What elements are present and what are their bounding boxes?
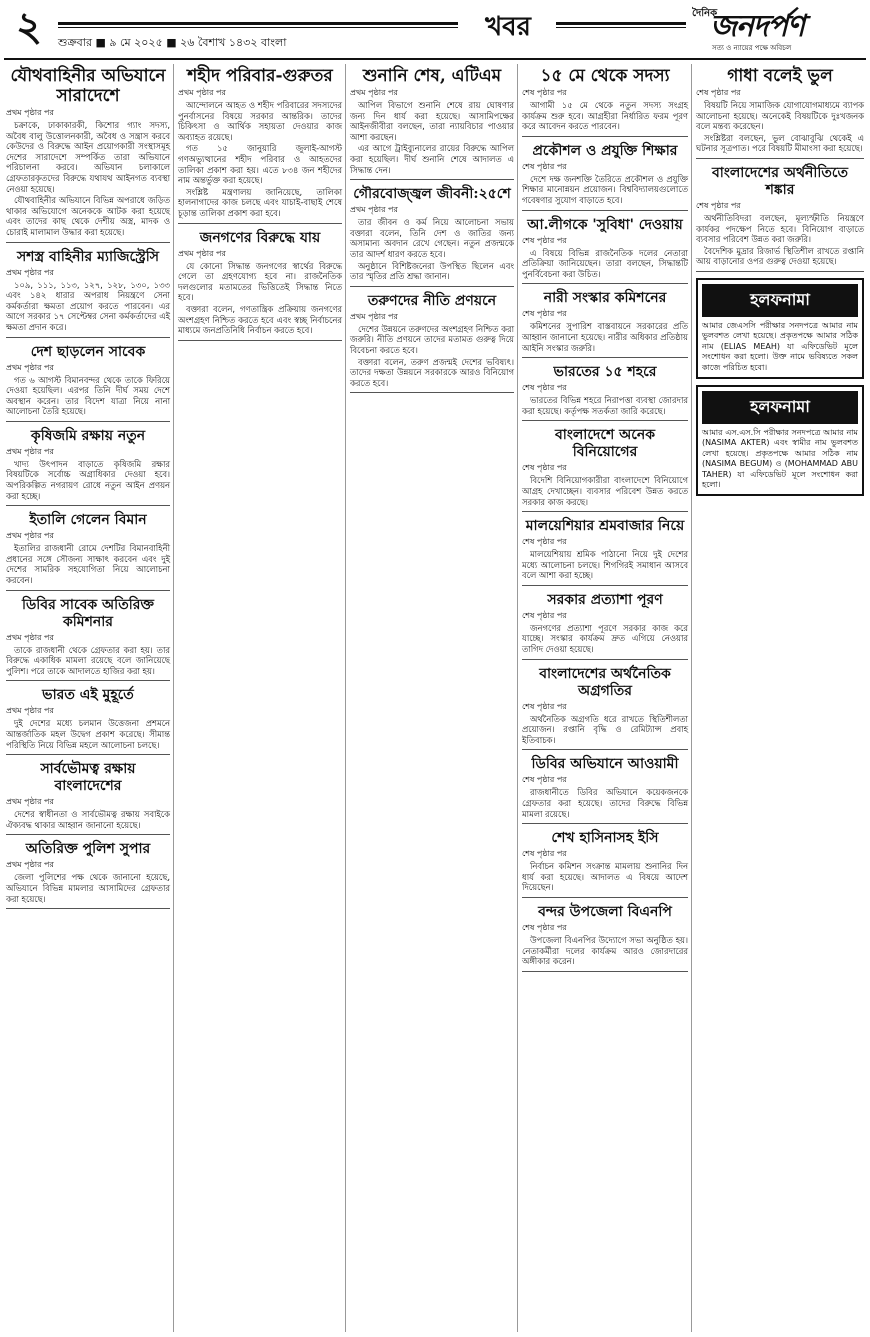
story-body [178,261,342,336]
notices [696,278,864,496]
story-continued-label: শেষ পৃষ্ঠার পর [522,775,567,785]
section-title: খবর [485,12,531,42]
news-story [350,293,514,394]
column-2 [176,64,344,1334]
story-continued-label: শেষ পৃষ্ঠার পর [522,88,567,97]
story-headline[interactable]: সশস্ত্র বাহিনীর ম্যাজিস্ট্রেসি [16,248,160,265]
story-body [6,459,170,501]
story-divider [522,749,688,750]
story-paragraph: জনগণের প্রত্যাশা পূরণে সরকার কাজ করে যাচ্ছে। সংস্কার কার্যক্রম দ্রুত এগিয়ে নেওয়ার তাগিদ দেওয়া হয়েছে। [522,622,688,655]
dateline: শুক্রবার ■ ৯ মে ২০২৫ ■ ২৬ বৈশাখ ১৪৩২ বাংলা [58,36,287,49]
news-story [522,66,688,137]
masthead-rule-thick [58,22,458,25]
story-paragraph: খাদ্য উৎপাদন বাড়াতে কৃষিজমি রক্ষার বিষয়টিকে সর্বোচ্চ অগ্রাধিকার দেওয়া হবে। অপরিকল্পিত নগরায়ণ রোধে নতুন আইন প্রণয়ন করা হচ্ছে। [6,458,170,501]
story-continued-label: প্রথম পৃষ্ঠার পর [178,248,226,258]
story-paragraph: দেশের স্বাধীনতা ও সার্বভৌমত্ব রক্ষায় সবাইকে ঐক্যবদ্ধ থাকার আহ্বান জানানো হয়েছে। [6,809,170,830]
masthead [0,0,870,58]
newspaper-logo: জনদর্পণ [710,9,805,44]
news-story [178,230,342,341]
story-headline[interactable]: সার্বভৌমত্ব রক্ষায় বাংলাদেশের [40,761,136,795]
story-divider [522,357,688,358]
story-headline[interactable]: ডিবির অভিযানে আওয়ামী [531,756,679,773]
story-paragraph: আগামী ১৫ মে থেকে নতুন সদস্য সংগ্রহ কার্যক্রম শুরু হবে। আগ্রহীরা নির্ধারিত ফরম পূরণ করে আবেদন করতে পারবেন। [522,100,688,132]
story-body [522,100,688,132]
story-body [6,120,170,238]
story-divider [350,179,514,180]
story-paragraph: তার জীবন ও কর্ম নিয়ে আলোচনা সভায় বক্তারা বলেন, তিনি দেশ ও জাতির জন্য অসামান্য অবদান রেখে গেছেন। নতুন প্রজন্মকে তার আদর্শ ধারণ করতে হবে। [350,217,514,259]
story-continued-label: প্রথম পৃষ্ঠার পর [6,108,54,117]
news-story [522,143,688,211]
notice-body: আমার জেএসসি পরীক্ষার সনদপত্রে আমার নাম ভুলবশত লেখা হয়েছে। প্রকৃতপক্ষে আমার সঠিক নাম (ELIAS MEAH) যা এফিডেভিট মূলে সংশোধন করা হলো। উক্ত নামে ভবিষ্যতে সকল কাজে পরিচিত হবো। [702,320,858,372]
story-body [6,375,170,417]
story-paragraph: যৌথবাহিনীর অভিযানে বিভিন্ন অপরাধে জড়িত থাকার অভিযোগে অনেককে আটক করা হয়েছে এবং তাদের কাছ থেকে দেশীয় অস্ত্র, মাদক ও চোরাই মালামাল উদ্ধার করা হয়েছে। [6,195,170,237]
notice-title: হলফনামা [702,284,858,317]
story-headline[interactable]: নারী সংস্কার কমিশনের [543,290,667,307]
story-headline[interactable]: গাধা বলেই ভুল [727,66,833,86]
story-continued-label: প্রথম পৃষ্ঠার পর [6,446,54,456]
story-headline[interactable]: প্রকৌশল ও প্রযুক্তি শিক্ষার [532,142,678,159]
story-continued-label: শেষ পৃষ্ঠার পর [522,309,567,319]
story-body [350,100,514,175]
story-body [522,623,688,655]
column-divider [345,64,346,1332]
page-number: ২ [15,3,42,50]
story-divider [6,754,170,755]
story-headline[interactable]: দেশ ছাড়লেন সাবেক [30,343,146,360]
story-divider [6,337,170,338]
story-headline[interactable]: কৃষিজমি রক্ষায় নতুন [30,427,146,444]
story-divider [522,283,688,284]
story-paragraph: ১০৯, ১১১, ১১৩, ১২৭, ১২৮, ১৩০, ১৩৩ এবং ১৪২ ধারার অপরাধ নিয়ন্ত্রণে সেনা কর্মকর্তারা ক্ষমতা প্রয়োগ করতে পারবেন। এর আগে সরকার ১৭ সেপ্টেম্বর সেনা কর্মকর্তাদের এই ক্ষমতা প্রদান করে। [6,279,170,332]
story-divider [522,585,688,586]
story-continued-label: শেষ পৃষ্ঠার পর [522,610,567,620]
story-paragraph: বৈদেশিক মুদ্রার রিজার্ভ স্থিতিশীল রাখতে রপ্তানি আয় বাড়ানোর ওপর গুরুত্ব দেওয়া হয়েছে। [696,245,864,267]
column-divider [517,64,518,1332]
news-story [522,217,688,285]
story-continued-label: প্রথম পৃষ্ঠার পর [6,860,54,870]
news-story [6,512,170,590]
story-continued-label: শেষ পৃষ্ঠার পর [522,161,567,171]
column-divider [173,64,174,1332]
story-body [6,872,170,904]
story-headline[interactable]: শুনানি শেষ, এটিএম [362,66,502,86]
column-5 [694,64,866,1334]
story-paragraph: কমিশনের সুপারিশ বাস্তবায়নে সরকারের প্রতি আহ্বান জানানো হয়েছে। নারীর অধিকার প্রতিষ্ঠায় আইনি সংস্কার জরুরি। [522,321,688,353]
notice-body: আমার এস.এস.সি পরীক্ষার সনদপত্রে আমার নাম (NASIMA AKTER) এবং স্বামীর নাম ভুলবশত লেখা হয়েছে। প্রকৃতপক্ষে আমার সঠিক নাম (NASIMA BEGUM) ও (MOHAMMAD ABU TAHER) যা এফিডেভিট মূলে সংশোধন করা হলো। [702,427,858,489]
story-headline[interactable]: বন্দর উপজেলা বিএনপি [538,904,672,920]
news-story [696,66,864,159]
story-headline[interactable]: সরকার প্রত্যাশা পূরণ [547,591,663,608]
story-paragraph: অনুষ্ঠানে বিশিষ্টজনেরা উপস্থিত ছিলেন এবং তার স্মৃতির প্রতি শ্রদ্ধা জানান। [350,260,514,282]
story-continued-label: শেষ পৃষ্ঠার পর [522,463,567,473]
news-story [6,428,170,506]
story-divider [522,659,688,660]
story-body [522,714,688,746]
affidavit-notice [696,278,864,379]
news-story [522,904,688,972]
story-paragraph: নির্বাচন কমিশন সংক্রান্ত মামলায় শুনানির দিন ধার্য করা হয়েছে। আদালত এ বিষয়ে আদেশ দিয়েছেন। [522,861,688,893]
story-continued-label: শেষ পৃষ্ঠার পর [522,537,567,547]
story-body [696,213,864,267]
story-continued-label: প্রথম পৃষ্ঠার পর [6,706,54,716]
story-continued-label: প্রথম পৃষ্ঠার পর [6,632,54,642]
story-paragraph: বক্তারা বলেন, গণতান্ত্রিক প্রক্রিয়ায় জনগণের অংশগ্রহণ নিশ্চিত করতে হবে এবং স্বচ্ছ নির্বাচনের মাধ্যমে জনপ্রতিনিধি নির্বাচন করতে হবে। [178,303,342,336]
story-body [522,861,688,893]
story-continued-label: শেষ পৃষ্ঠার পর [522,849,567,859]
news-story [522,830,688,898]
story-paragraph: সংশ্লিষ্ট মন্ত্রণালয় জানিয়েছে, তালিকা হালনাগাদের কাজ চলছে এবং যাচাই-বাছাই শেষে চূড়ান্ত তালিকা প্রকাশ করা হবে। [178,186,342,218]
masthead-rule-right-thin [556,27,686,28]
story-paragraph: গত ১৫ জানুয়ারি জুলাই-আগস্ট গণঅভ্যুত্থানের শহীদ পরিবার ও আহতদের তালিকা প্রকাশ করা হয়। এতে ৮৩৪ জন শহীদের নাম অন্তর্ভুক্ত করা হয়েছে। [178,143,342,186]
story-body [522,787,688,819]
story-divider [522,897,688,898]
story-divider [6,505,170,506]
column-3 [348,64,516,1334]
story-headline[interactable]: ১৫ মে থেকে সদস্য [540,66,670,86]
story-body [6,645,170,677]
story-paragraph: অর্থনীতিবিদরা বলছেন, মূল্যস্ফীতি নিয়ন্ত্রণে কার্যকর পদক্ষেপ নিতে হবে। বিনিয়োগ বাড়াতে ব্যবসার পরিবেশ উন্নত করা জরুরি। [696,212,864,245]
story-divider [696,271,864,272]
story-continued-label: প্রথম পৃষ্ঠার পর [6,267,54,277]
story-body [6,718,170,750]
story-headline[interactable]: ডিবির সাবেক অতিরিক্ত কমিশনার [21,596,154,630]
story-continued-label: প্রথম পৃষ্ঠার পর [350,311,398,321]
story-paragraph: ভারতের বিভিন্ন শহরে নিরাপত্তা ব্যবস্থা জোরদার করা হয়েছে। কর্তৃপক্ষ সতর্কতা জারি করেছে। [522,395,688,416]
story-continued-label: শেষ পৃষ্ঠার পর [522,701,567,711]
news-story [522,290,688,358]
story-headline[interactable]: বাংলাদেশে অনেক বিনিয়োগের [554,427,656,461]
story-paragraph: চক্রাকে, ঢাকাকারকী, কিশোর গ্যাং সদস্য, অবৈধ বালু উত্তোলনকারী, অবৈধ ও সন্ত্রাস করবে কেউদের ও বিরুদ্ধে আইন প্রয়োগকারী সংস্থাসমূহ দেশের সারাদেশে সম্পর্কিত তারা অভিযানে পরিচালনা করবে। অভিযান চলাকালে গ্রেফতারকৃতদের বিরুদ্ধে যথাযথ আইনগত ব্যবস্থা নেওয়া হয়েছে। [6,120,170,194]
story-divider [178,340,342,341]
story-continued-label: শেষ পৃষ্ঠার পর [696,88,741,97]
story-headline[interactable]: জনগণের বিরুদ্ধে যায় [199,229,321,246]
story-paragraph: এ বিষয়ে বিভিন্ন রাজনৈতিক দলের নেতারা প্রতিক্রিয়া জানিয়েছেন। তারা বলছেন, সিদ্ধান্তটি পুনর্বিবেচনা করা উচিত। [522,247,688,279]
news-story [6,66,170,243]
story-paragraph: আন্দোলনে আহত ও শহীদ পরিবারের সদস্যদের পুনর্বাসনের বিষয়ে সরকার আন্তরিক। তাদের চিকিৎসা ও আর্থিক সহায়তা দেওয়ার কাজ অব্যাহত রয়েছে। [178,100,342,142]
story-headline[interactable]: ভারতের ১৫ শহরে [553,364,657,381]
news-story [696,165,864,272]
story-divider [522,823,688,824]
story-continued-label: প্রথম পৃষ্ঠার পর [6,362,54,372]
news-story [6,761,170,835]
affidavit-notice [696,385,864,496]
story-body [522,395,688,416]
story-divider [350,392,514,393]
story-divider [6,908,170,909]
story-continued-label: প্রথম পৃষ্ঠার পর [6,531,54,541]
column-1 [4,64,172,1334]
story-continued-label: প্রথম পৃষ্ঠার পর [6,797,54,807]
story-divider [6,421,170,422]
story-headline[interactable]: যৌথবাহিনীর অভিযানে সারাদেশে [10,66,166,106]
story-body [350,217,514,282]
story-divider [178,223,342,224]
news-story [6,249,170,338]
story-divider [6,242,170,243]
logo-tagline: সত্য ও ন্যায়ের পক্ষে অবিচল [712,44,792,52]
story-headline[interactable]: শহীদ পরিবার-গুরুতর [187,66,333,86]
story-paragraph: গত ৬ আগস্ট বিমানবন্দর থেকে তাকে ফিরিয়ে দেওয়া হয়েছিল। এরপর তিনি দীর্ঘ সময় দেশে অবস্থান করেন। তার বিদেশ যাত্রা নিয়ে নানা আলোচনা তৈরি হয়েছে। [6,374,170,417]
story-body [350,324,514,389]
news-story [6,597,170,682]
story-body [178,100,342,219]
story-divider [6,834,170,835]
story-headline[interactable]: মালয়েশিয়ার শ্রমবাজার নিয়ে [525,518,685,535]
news-story [350,66,514,180]
story-headline[interactable]: ভারত এই মুহূর্তে [42,687,134,704]
story-paragraph: তাকে রাজধানী থেকে গ্রেফতার করা হয়। তার বিরুদ্ধে একাধিক মামলা রয়েছে বলে জানিয়েছে পুলিশ। পরে তাকে আদালতে হাজির করা হয়। [6,644,170,676]
story-headline[interactable]: গৌরবোজ্জ্বল জীবনী:২৫শে [353,186,511,203]
story-body [6,809,170,830]
story-body [522,935,688,967]
story-body [522,321,688,353]
column-4 [520,64,690,1334]
story-headline[interactable]: ইতালি গেলেন বিমান [29,512,147,529]
story-body [6,543,170,585]
story-divider [6,590,170,591]
story-divider [522,210,688,211]
news-story [6,687,170,755]
story-body [522,475,688,507]
story-divider [6,680,170,681]
news-story [178,66,342,224]
news-story [6,841,170,909]
logo-prefix: দৈনিক [692,8,718,19]
story-headline[interactable]: অতিরিক্ত পুলিশ সুপার [25,841,151,858]
story-headline[interactable]: বাংলাদেশের অর্থনীতিতে শঙ্কার [711,164,849,198]
news-story [522,592,688,660]
notice-title: হলফনামা [702,391,858,424]
story-body [696,100,864,154]
news-story [6,344,170,422]
story-continued-label: প্রথম পৃষ্ঠার পর [350,205,398,215]
story-paragraph: উপজেলা বিএনপির উদ্যোগে সভা অনুষ্ঠিত হয়। নেতাকর্মীরা দলের কার্যক্রম আরও জোরদারের অঙ্গীকার করেন। [522,935,688,967]
story-headline[interactable]: তরুণদের নীতি প্রণয়নে [367,292,497,309]
story-paragraph: সংশ্লিষ্টরা বলছেন, ভুল বোঝাবুঝি থেকেই এ ঘটনার সূত্রপাত। পরে বিষয়টি মীমাংসা করা হয়েছে। [696,132,864,154]
story-paragraph: অর্থনৈতিক অগ্রগতি ধরে রাখতে স্থিতিশীলতা প্রয়োজন। রপ্তানি বৃদ্ধি ও রেমিট্যান্স প্রবাহ ইতিবাচক। [522,713,688,745]
masthead-rule-thin [58,27,458,28]
story-paragraph: বিষয়টি নিয়ে সামাজিক যোগাযোগমাধ্যমে ব্যাপক আলোচনা হয়েছে। অনেকেই বিষয়টিকে দুঃখজনক বলে মন্তব্য করেছেন। [696,100,864,132]
story-divider [522,136,688,137]
masthead-rule-right-thick [556,22,686,25]
column-5-stories [696,66,864,272]
story-headline[interactable]: শেখ হাসিনাসহ ইসি [551,830,659,847]
story-paragraph: বক্তারা বলেন, তরুণ প্রজন্মই দেশের ভবিষ্যৎ। তাদের দক্ষতা উন্নয়নে সরকারকে আরও বিনিয়োগ করতে হবে। [350,356,514,388]
story-continued-label: শেষ পৃষ্ঠার পর [696,200,741,210]
column-divider [691,64,692,1332]
news-story [522,518,688,586]
news-story [522,427,688,512]
story-paragraph: এর আগে ট্রাইব্যুনালের রায়ের বিরুদ্ধে আপিল করা হয়েছিল। দীর্ঘ শুনানি শেষে আদালত এ সিদ্ধান্ত দেন। [350,143,514,175]
story-divider [350,286,514,287]
news-story [522,666,688,751]
story-body [522,549,688,581]
story-paragraph: ইতালির রাজধানী রোমে দেশটির বিমানবাহিনী প্রধানের সঙ্গে সৌজন্য সাক্ষাৎ করবেন এবং দুই দেশের সামরিক সহযোগিতা নিয়ে আলোচনা করবেন। [6,543,170,586]
story-continued-label: শেষ পৃষ্ঠার পর [522,235,567,245]
story-paragraph: দেশের উন্নয়নে তরুণদের অংশগ্রহণ নিশ্চিত করা জরুরি। নীতি প্রণয়নে তাদের মতামত গুরুত্ব দিয়ে বিবেচনা করতে হবে। [350,323,514,355]
story-body [522,248,688,280]
story-paragraph: যে কোনো সিদ্ধান্ত জনগণের স্বার্থের বিরুদ্ধে গেলে তা গ্রহণযোগ্য হবে না। রাজনৈতিক দলগুলোর মতামতের ভিত্তিতেই সিদ্ধান্ত নিতে হবে। [178,260,342,303]
story-divider [522,971,688,972]
story-paragraph: রাজধানীতে ডিবির অভিযানে কয়েকজনকে গ্রেফতার করা হয়েছে। তাদের বিরুদ্ধে বিভিন্ন মামলা রয়েছে। [522,787,688,819]
story-continued-label: শেষ পৃষ্ঠার পর [522,383,567,393]
story-paragraph: মালয়েশিয়ায় শ্রমিক পাঠানো নিয়ে দুই দেশের মধ্যে আলোচনা চলছে। শিগগিরই সমাধান আসবে বলে আশা করা হচ্ছে। [522,549,688,581]
story-body [522,174,688,206]
story-headline[interactable]: আ.লীগকে 'সুবিধা' দেওয়ায় [527,216,683,233]
news-story [522,364,688,421]
story-body [6,280,170,333]
story-paragraph: দেশে দক্ষ জনশক্তি তৈরিতে প্রকৌশল ও প্রযুক্তি শিক্ষার মানোন্নয়ন প্রয়োজন। বিশ্ববিদ্যালয়গুলোতে গবেষণার সুযোগ বাড়াতে হবে। [522,173,688,205]
story-paragraph: জেলা পুলিশের পক্ষ থেকে জানানো হয়েছে, অভিযানে বিভিন্ন মামলার আসামিদের গ্রেফতার করা হয়েছে। [6,872,170,904]
news-story [522,756,688,824]
story-divider [696,158,864,159]
masthead-bottom-rule [4,58,866,60]
story-paragraph: দুই দেশের মধ্যে চলমান উত্তেজনা প্রশমনে আন্তর্জাতিক মহল উদ্বেগ প্রকাশ করেছে। সীমান্ত পরিস্থিতি নিয়ে বিভিন্ন মহলে আলোচনা চলছে। [6,718,170,750]
story-divider [522,420,688,421]
story-paragraph: আপিল বিভাগে শুনানি শেষে রায় ঘোষণার জন্য দিন ধার্য করা হয়েছে। আসামিপক্ষের আইনজীবীরা বলছেন, তারা ন্যায়বিচার পাওয়ার আশা করছেন। [350,100,514,142]
story-continued-label: প্রথম পৃষ্ঠার পর [178,88,226,97]
story-divider [522,511,688,512]
story-paragraph: বিদেশি বিনিয়োগকারীরা বাংলাদেশে বিনিয়োগে আগ্রহ দেখাচ্ছেন। ব্যবসার পরিবেশ উন্নত করতে সরকার কাজ করছে। [522,475,688,507]
story-continued-label: শেষ পৃষ্ঠার পর [522,923,567,932]
story-headline[interactable]: বাংলাদেশের অর্থনৈতিক অগ্রগতির [539,665,671,699]
story-continued-label: প্রথম পৃষ্ঠার পর [350,88,398,97]
news-story [350,186,514,287]
